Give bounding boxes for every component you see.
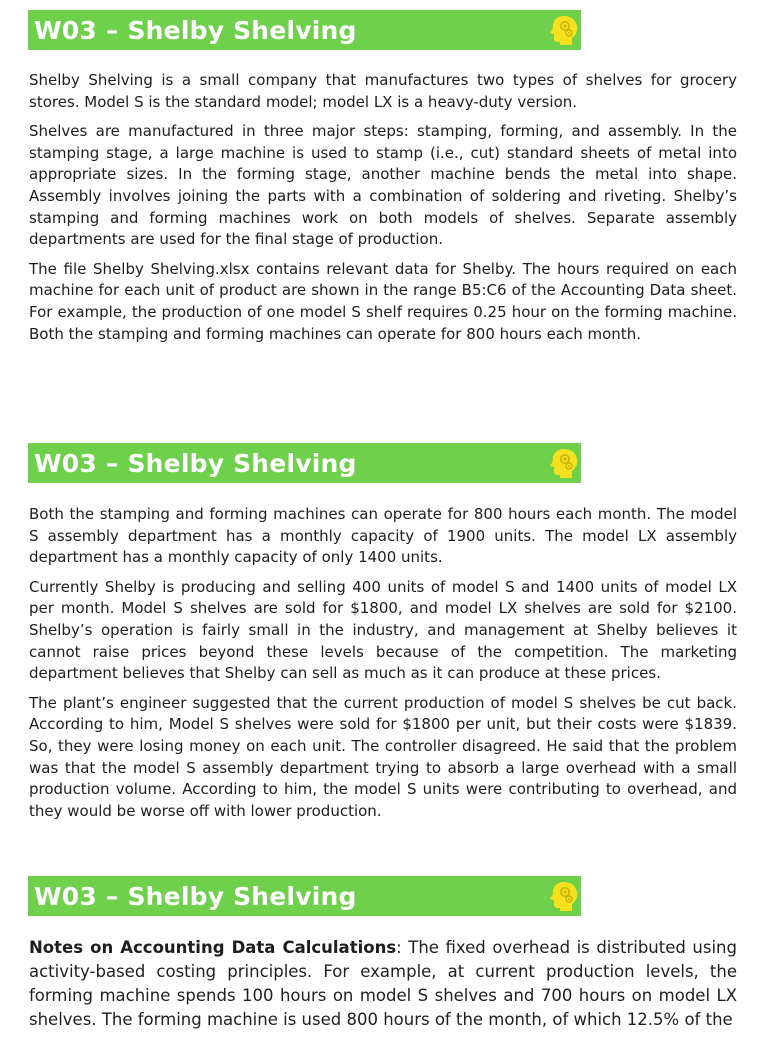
notes-paragraph: [29, 936, 737, 1032]
slide-3-title: W03 – Shelby Shelving: [34, 881, 357, 911]
head-gears-icon: [549, 14, 579, 46]
paragraph: Both the stamping and forming machines can operate for 800 hours each month. The model S assembly department has a monthly capacity of 1900 units. The model LX assembly department has a monthly capacity of only 1400 units.: [29, 505, 737, 567]
slide-1-title: W03 – Shelby Shelving: [34, 15, 357, 45]
head-gears-icon: [549, 447, 579, 479]
paragraph: Shelby Shelving is a small company that manufactures two types of shelves for grocery stores. Model S is the standard model; model LX is a heavy-duty version.: [29, 71, 737, 111]
slide-2-body: [29, 504, 737, 830]
paragraph: Currently Shelby is producing and selling 400 units of model S and 1400 units of model LX per month. Model S shelves are sold for $1800, and model LX shelves are sold for $2100. Shelby’s operation is fairly small in the industry, and management at Shelby believes it cannot raise prices beyond these levels because of the competition. The marketing department believes that Shelby can sell as much as it can produce at these prices.: [29, 577, 737, 683]
slide-3-title-banner: [28, 876, 581, 916]
slide-1-body: [29, 70, 737, 353]
slide-3-body: [29, 936, 737, 1040]
head-gears-icon: [549, 880, 579, 912]
paragraph: The plant’s engineer suggested that the current production of model S shelves be cut back. According to him, Model S shelves were sold for $1800 per unit, but their costs were $1839. So, they were losing money on each unit. The controller disagreed. He said that the problem was that the model S assembly department trying to absorb a large overhead with a small production volume. According to him, the model S units were contributing to overhead, and they would be worse off with lower production.: [29, 693, 737, 820]
notes-label: Notes on Accounting Data Calculations: [29, 938, 397, 957]
paragraph: Shelves are manufactured in three major steps: stamping, forming, and assembly. In the stamping stage, a large machine is used to stamp (i.e., cut) standard sheets of metal into appropriate sizes. In the forming stage, another machine bends the metal into shape. Assembly involves joining the parts with a combination of soldering and riveting. Shelby’s stamping and forming machines work on both models of shelves. Separate assembly departments are used for the final stage of production.: [29, 122, 737, 249]
paragraph: The file Shelby Shelving.xlsx contains relevant data for Shelby. The hours required on each machine for each unit of product are shown in the range B5:C6 of the Accounting Data sheet. For example, the production of one model S shelf requires 0.25 hour on the forming machine. Both the stamping and forming machines can operate for 800 hours each month.: [29, 259, 737, 343]
slide-2-title-banner: [28, 443, 581, 483]
slide-2-title: W03 – Shelby Shelving: [34, 448, 357, 478]
slide-1-title-banner: [28, 10, 581, 50]
notes-text: : The fixed overhead is distributed using activity-based costing principles. For example, at current production levels, the forming machine spends 100 hours on model S shelves and 700 hours on model LX shelves. The forming machine is used 800 hours of the month, of which 12.5% of the: [29, 938, 737, 1029]
